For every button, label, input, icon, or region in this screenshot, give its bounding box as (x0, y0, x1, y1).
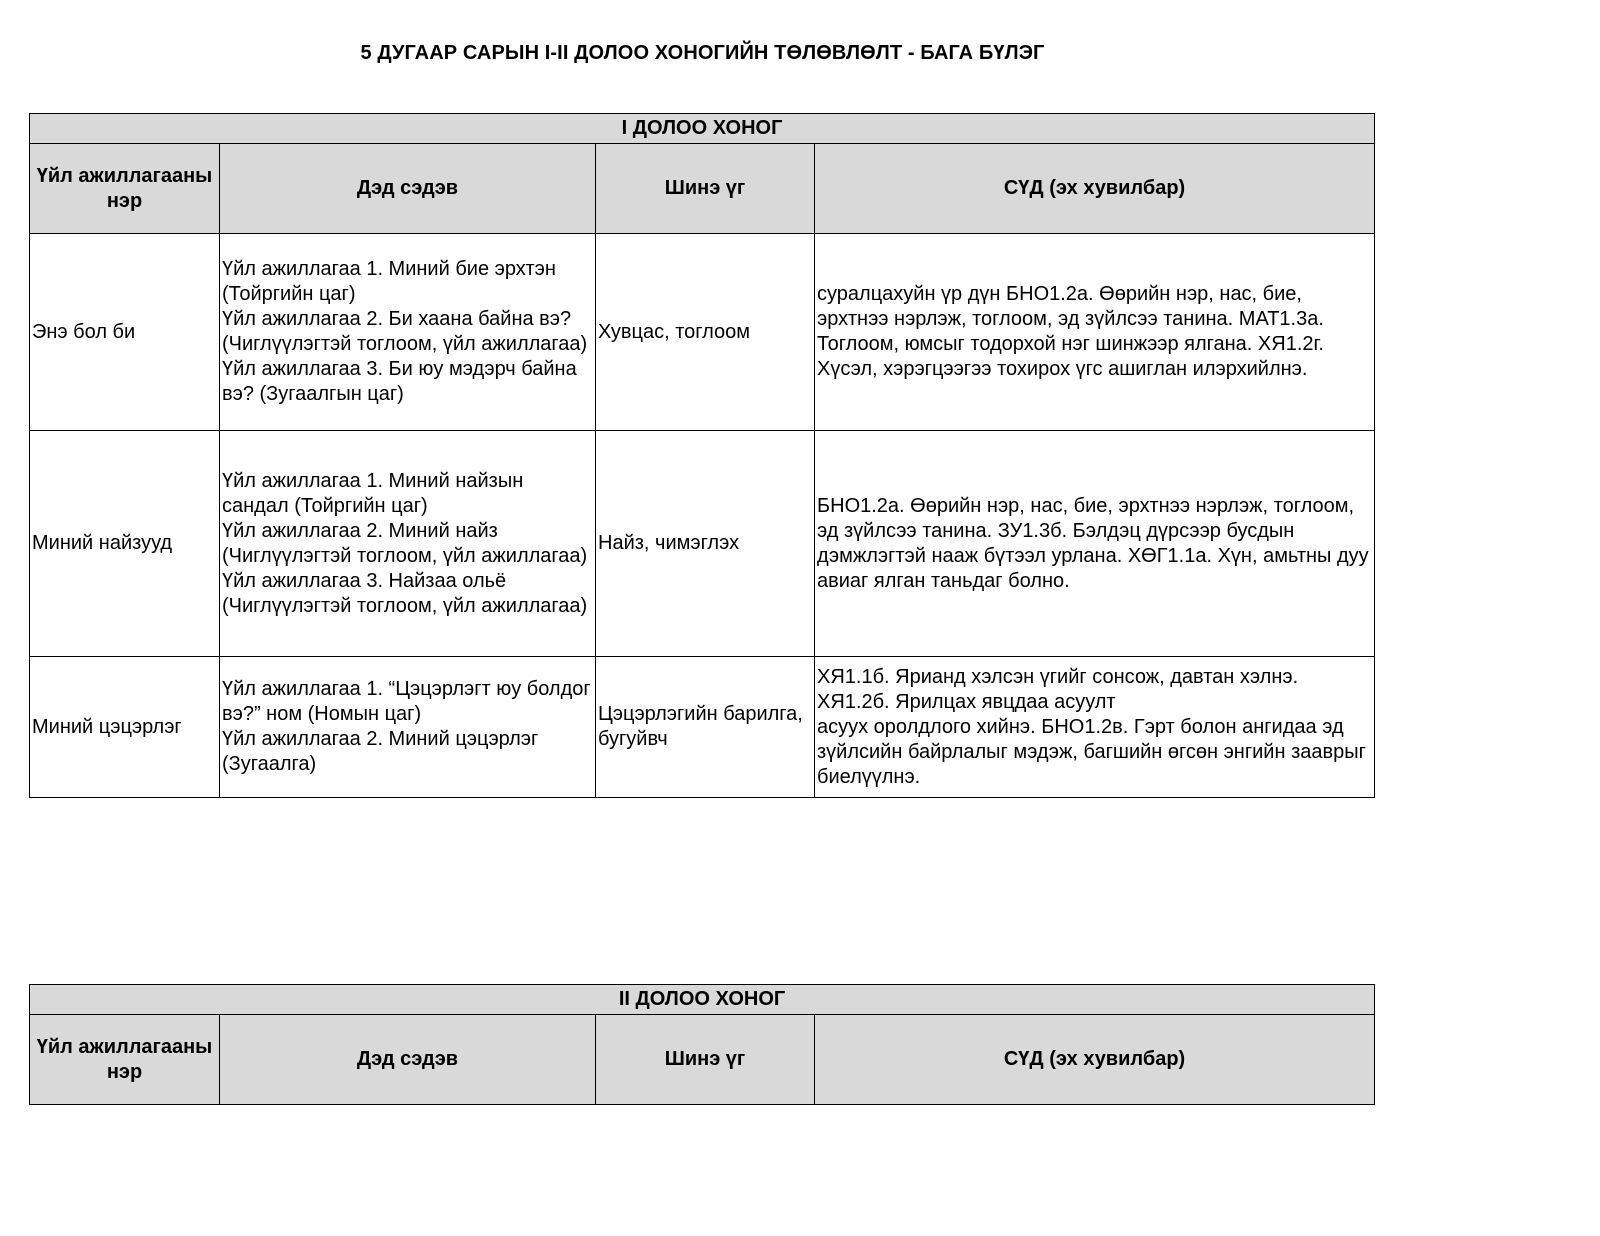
sud-line: ХЯ1.1б. Ярианд хэлсэн үгийг сонсож, давтан хэлнэ. ХЯ1.2б. Ярилцах явцдаа асуулт (817, 665, 1299, 713)
table-row (30, 657, 1375, 798)
sud-text: суралцахуйн үр дүн БНО1.2а. Өөрийн нэр, нас, бие, эрхтнээ нэрлэж, тоглоом, эд зүйлсээ танина. МАТ1.3а. Тоглоом, юмсыг тодорхой нэг шинжээр ялгана. ХЯ1.2г. Хүсэл, хэрэгцээгээ тохирох үгс ашиглан илэрхийлнэ. (815, 234, 1375, 431)
week-1-header: I ДОЛОО ХОНОГ (30, 114, 1375, 144)
sud-line: асуух оролдлого хийнэ. БНО1.2в. Гэрт болон ангидаа эд зүйлсийн байрлалыг мэдэж, багшийн өгсөн энгийн зааврыг биелүүлнэ. (817, 715, 1366, 788)
column-header-row (30, 1015, 1375, 1105)
activity-item: Үйл ажиллагаа 1. Миний найзын сандал (Тойргийн цаг) (222, 469, 524, 517)
activity-item: Үйл ажиллагаа 1. “Цэцэрлэгт юу болдог вэ?” ном (Номын цаг) (222, 678, 591, 725)
week-2-table (29, 984, 1375, 1105)
activity-item: Үйл ажиллагаа 3. Би юу мэдэрч байна вэ? (Зугаалгын цаг) (222, 358, 577, 405)
week-1-table (29, 113, 1375, 798)
column-header-row (30, 144, 1375, 234)
col-header-subtopic: Дэд сэдэв (220, 1015, 596, 1105)
table-row (30, 431, 1375, 657)
col-header-sud: СҮД (эх хувилбар) (815, 144, 1375, 234)
col-header-subtopic: Дэд сэдэв (220, 144, 596, 234)
col-header-activity: Үйл ажиллагааны нэр (30, 1015, 220, 1105)
week-2-header: II ДОЛОО ХОНОГ (30, 985, 1375, 1015)
document-title: 5 ДУГААР САРЫН I-II ДОЛОО ХОНОГИЙН ТӨЛӨВЛӨЛТ - БАГА БҮЛЭГ (360, 42, 1045, 64)
subtopic-cell (220, 431, 596, 657)
activity-name: Миний цэцэрлэг (30, 657, 220, 798)
col-header-new-words: Шинэ үг (596, 1015, 815, 1105)
new-words: Цэцэрлэгийн барилга, бугуйвч (596, 657, 815, 798)
activity-item: Үйл ажиллагаа 2. Миний цэцэрлэг (Зугаалга) (222, 728, 539, 775)
table-row (30, 234, 1375, 431)
activity-item: Үйл ажиллагаа 3. Найзаа ольё (Чиглүүлэгтэй тоглоом, үйл ажиллагаа) (222, 569, 588, 617)
col-header-new-words: Шинэ үг (596, 144, 815, 234)
col-header-sud: СҮД (эх хувилбар) (815, 1015, 1375, 1105)
subtopic-cell (220, 657, 596, 798)
activity-name: Миний найзууд (30, 431, 220, 657)
activity-name: Энэ бол би (30, 234, 220, 431)
col-header-activity: Үйл ажиллагааны нэр (30, 144, 220, 234)
new-words: Найз, чимэглэх (596, 431, 815, 657)
subtopic-cell (220, 234, 596, 431)
activity-item: Үйл ажиллагаа 2. Миний найз (Чиглүүлэгтэй тоглоом, үйл ажиллагаа) (222, 519, 588, 567)
activity-item: Үйл ажиллагаа 2. Би хаана байна вэ? (Чиглүүлэгтэй тоглоом, үйл ажиллагаа) (222, 308, 588, 355)
activity-item: Үйл ажиллагаа 1. Миний бие эрхтэн (Тойргийн цаг) (222, 258, 556, 305)
sud-text (815, 657, 1375, 798)
sud-text: БНО1.2а. Өөрийн нэр, нас, бие, эрхтнээ нэрлэж, тоглоом, эд зүйлсээ танина. ЗУ1.3б. Бэлдэц дүрсээр бусдын дэмжлэгтэй нааж бүтээл урлана. ХӨГ1.1а. Хүн, амьтны дуу авиаг ялган таньдаг болно. (815, 431, 1375, 657)
new-words: Хувцас, тоглоом (596, 234, 815, 431)
